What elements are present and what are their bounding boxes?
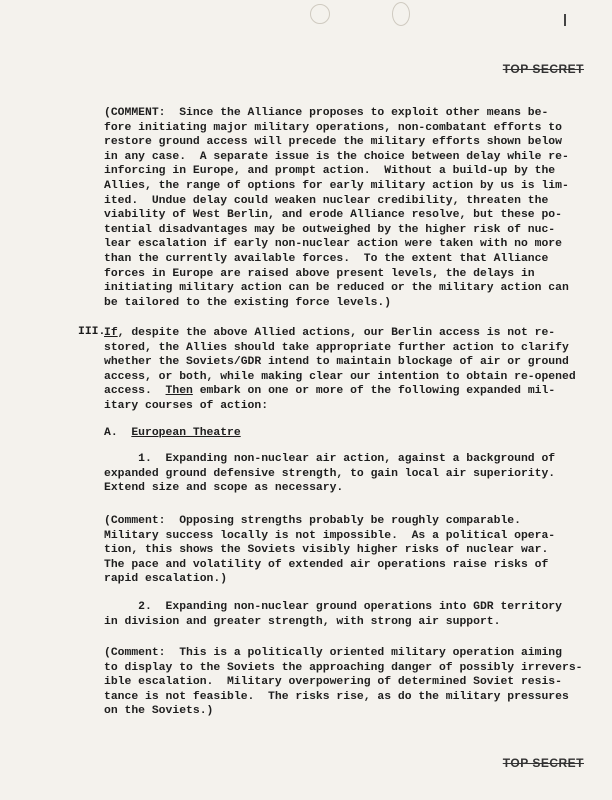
comment-1-line: be tailored to the existing force levels.) bbox=[104, 296, 392, 309]
then-word: Then bbox=[165, 385, 193, 398]
comment-3-line: on the Soviets.) bbox=[104, 705, 214, 718]
access-prefix: access. bbox=[104, 385, 166, 398]
comment-1-line: in any case. A separate issue is the choice between delay while re- bbox=[104, 150, 569, 163]
access-rest: embark on one or more of the following expanded mil- bbox=[192, 385, 556, 398]
comment-1-line: lear escalation if early non-nuclear action were taken with no more bbox=[104, 238, 562, 251]
comment-1-line: tential disadvantages may be outweighed by the higher risk of nuc- bbox=[104, 223, 556, 236]
paper-smudge bbox=[310, 4, 330, 24]
comment-1-line: Allies, the range of options for early military action by us is lim- bbox=[104, 179, 569, 192]
comment-3-line: ible escalation. Military overpowering of determined Soviet resis- bbox=[104, 676, 562, 689]
subsection-heading bbox=[104, 426, 241, 441]
item-1-line: expanded ground defensive strength, to gain local air superiority. bbox=[104, 467, 556, 480]
comment-2-line: Military success locally is not impossible. As a political opera- bbox=[104, 529, 556, 542]
comment-1-line: than the currently available forces. To the extent that Alliance bbox=[104, 252, 549, 265]
subsection-title: European Theatre bbox=[131, 427, 241, 439]
item-1-line: Extend size and scope as necessary. bbox=[104, 482, 344, 495]
comment-2-line: The pace and volatility of extended air operations raise risks of bbox=[104, 558, 549, 571]
section-iii-last-line: itary courses of action: bbox=[104, 399, 269, 412]
margin-mark bbox=[564, 14, 566, 26]
comment-1-line: ited. Undue delay could weaken nuclear credibility, threaten the bbox=[104, 194, 549, 207]
classification-marking-top: TOP SECRET bbox=[502, 62, 584, 76]
comment-1-line: restore ground access will precede the military efforts shown below bbox=[104, 136, 562, 149]
section-iii-line: access, or both, while making clear our intention to obtain re-opened bbox=[104, 370, 576, 383]
comment-1-line: inforcing in Europe, and prompt action. Without a build-up by the bbox=[104, 165, 556, 178]
section-iii-line: stored, the Allies should take appropriate further action to clarify bbox=[104, 341, 569, 354]
comment-3-line: (Comment: This is a politically oriented military operation aiming bbox=[104, 647, 562, 659]
section-iii-middle bbox=[104, 342, 576, 383]
classification-marking-bottom: TOP SECRET bbox=[502, 756, 584, 770]
comment-1-line: (COMMENT: Since the Alliance proposes to exploit other means be- bbox=[104, 107, 549, 119]
item-1-line: 1. Expanding non-nuclear air action, against a background of bbox=[104, 453, 556, 465]
comment-paragraph-2 bbox=[104, 514, 555, 587]
comment-3-line: to display to the Soviets the approaching danger of possibly irrevers- bbox=[104, 661, 583, 674]
comment-1-line: viability of West Berlin, and erode Alliance resolve, but these po- bbox=[104, 209, 562, 222]
section-numeral: III. bbox=[78, 326, 106, 338]
item-2-paragraph bbox=[104, 600, 562, 629]
comment-paragraph-3 bbox=[104, 646, 583, 719]
section-iii-line: , despite the above Allied actions, our Berlin access is not re- bbox=[117, 327, 556, 339]
comment-3-line: tance is not feasible. The risks rise, as do the military pressures bbox=[104, 690, 569, 703]
subsection-letter: A. bbox=[104, 427, 118, 439]
comment-1-line: fore initiating major military operations, non-combatant efforts to bbox=[104, 121, 562, 134]
item-2-line: 2. Expanding non-nuclear ground operations into GDR territory bbox=[104, 601, 562, 613]
if-word: If bbox=[104, 327, 118, 339]
item-1-paragraph bbox=[104, 452, 555, 496]
item-2-line: in division and greater strength, with strong air support. bbox=[104, 615, 501, 628]
section-iii-paragraph bbox=[104, 326, 576, 414]
comment-2-line: rapid escalation.) bbox=[104, 573, 228, 586]
comment-paragraph-1 bbox=[104, 106, 569, 310]
section-iii-line: whether the Soviets/GDR intend to maintain blockage of air or ground bbox=[104, 356, 569, 369]
comment-1-line: initiating military action can be reduced or the military action can bbox=[104, 282, 569, 295]
paper-smudge bbox=[392, 2, 410, 26]
comment-2-line: tion, this shows the Soviets visibly higher risks of nuclear war. bbox=[104, 544, 549, 557]
comment-1-line: forces in Europe are raised above present levels, the delays in bbox=[104, 267, 535, 280]
comment-2-line: (Comment: Opposing strengths probably be roughly comparable. bbox=[104, 515, 521, 527]
